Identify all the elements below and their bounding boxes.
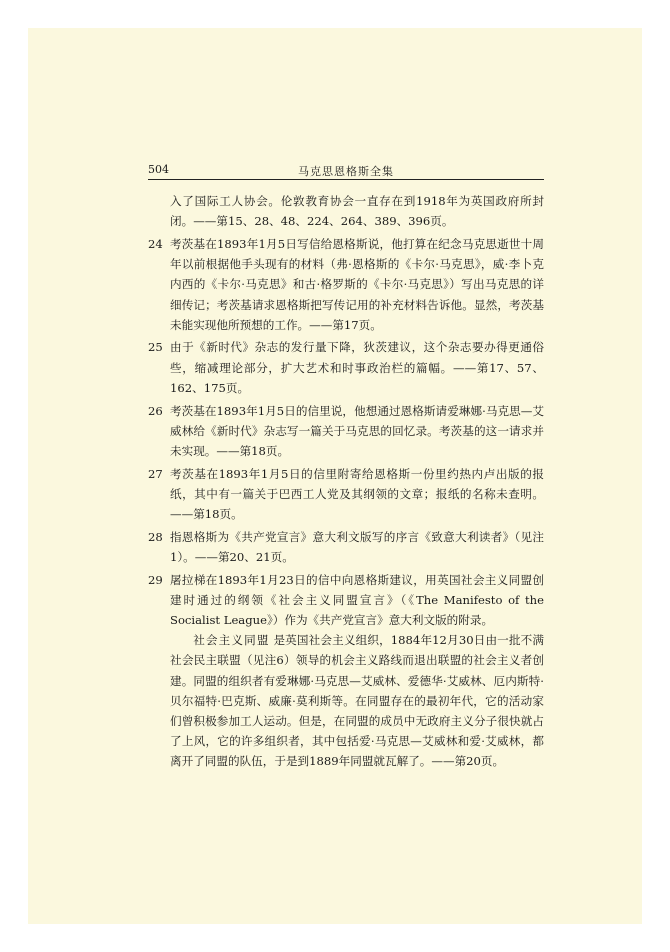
running-header: [148, 161, 544, 180]
note-text: 考茨基在1893年1月5日的信里说，他想通过恩格斯请爱琳娜·马克思—艾威林给《新时代》杂志写一篇关于马克思的回忆录。考茨基的这一请求并未实现。——第18页。: [170, 403, 544, 458]
note-continuation: 入了国际工人协会。伦敦教育协会一直存在到1918年为英国政府所封闭。——第15、28、48、224、264、389、396页。: [170, 194, 544, 229]
page-number: 504: [148, 163, 169, 176]
note-25: [148, 337, 544, 398]
endnotes: [148, 191, 544, 774]
note-number: 28: [148, 529, 163, 544]
note-number: 24: [148, 236, 163, 251]
note-number: 26: [148, 403, 163, 418]
keyword-term: 社会主义同盟: [193, 633, 270, 648]
note-24: [148, 234, 544, 335]
note-27: [148, 464, 544, 525]
note-number: 25: [148, 340, 163, 355]
note-text: 考茨基在1893年1月5日的信里附寄给恩格斯一份里约热内卢出版的报纸，其中有一篇关于巴西工人党及其纲领的文章；报纸的名称未查明。——第18页。: [170, 466, 544, 522]
note-text: 由于《新时代》杂志的发行量下降，狄茨建议，这个杂志要办得更通俗些，缩减理论部分，扩大艺术和时事政治栏的篇幅。——第17、57、162、175页。: [170, 340, 544, 395]
note-26: [148, 401, 544, 462]
note-28: [148, 527, 544, 567]
note-number: 29: [148, 572, 163, 587]
note-29-subparagraph: [170, 630, 544, 771]
note-text: 考茨基在1893年1月5日写信给恩格斯说，他打算在纪念马克思逝世十周年以前根据他手头现有的材料（弗·恩格斯的《卡尔·马克思》，威·李卜克内西的《卡尔·马克思》和古·格罗斯的《卡尔·马克思》）写出马克思的详细传记；考茨基请求恩格斯把写传记用的补充材料告诉他。显然，考茨基未能实现他所预想的工作。——第17页。: [170, 236, 544, 332]
running-title: 马克思恩格斯全集: [298, 165, 394, 178]
subparagraph-text: 是英国社会主义组织，1884年12月30日由一批不满社会民主联盟（见注6）领导的机会主义路线而退出联盟的社会主义者创建。同盟的组织者有爱琳娜·马克思—艾威林、爱德华·艾威林、厄内斯特·贝尔福特·巴克斯、威廉·莫利斯等。在同盟存在的最初年代，它的活动家们曾积极参加工人运动。但是，在同盟的成员中无政府主义分子很快就占了上风，它的许多组织者，其中包括爱·马克思—艾威林和爱·艾威林，都离开了同盟的队伍，于是到1889年同盟就瓦解了。——第20页。: [170, 633, 544, 769]
note-number: 27: [148, 466, 163, 481]
note-29: [148, 570, 544, 772]
note-text: 指恩格斯为《共产党宣言》意大利文版写的序言《致意大利读者》（见注1）。——第20、21页。: [170, 529, 544, 564]
note-text: 屠拉梯在1893年1月23日的信中向恩格斯建议，用英国社会主义同盟创建时通过的纲领《社会主义同盟宣言》（《The Manifesto of the Socialist League》）作为《共产党宣言》意大利文版的附录。: [170, 572, 544, 628]
